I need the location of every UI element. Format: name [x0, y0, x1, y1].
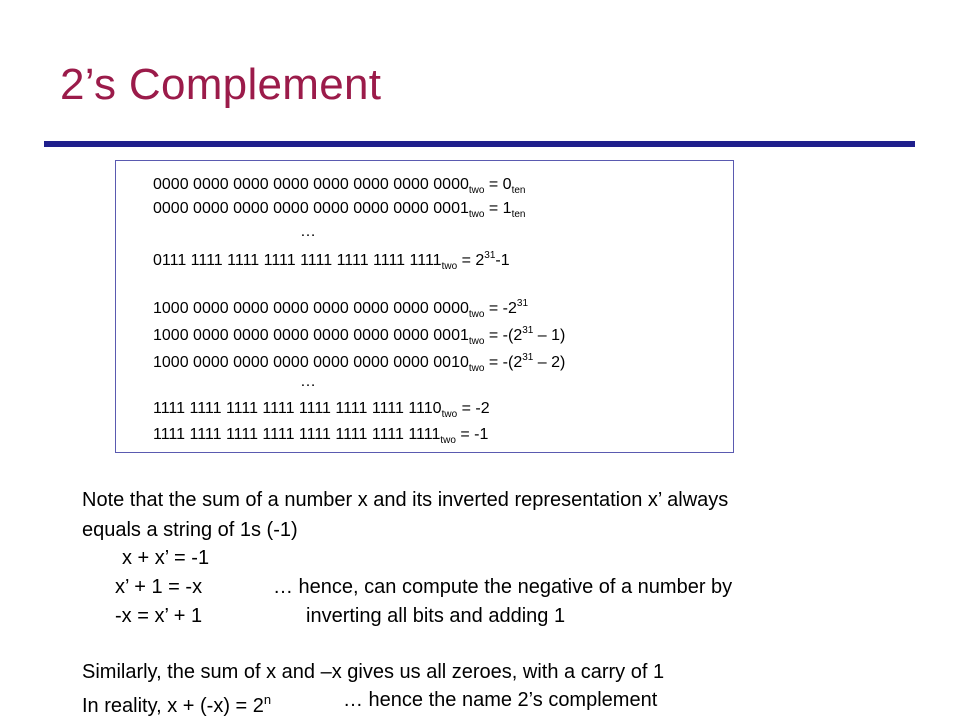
table-row: [153, 175, 525, 201]
equals: = 2: [457, 252, 485, 269]
note-line: … hence, can compute the negative of a number by: [273, 576, 733, 598]
bits: 1000 0000 0000 0000 0000 0000 0000 0010: [153, 354, 469, 371]
bits: 1111 1111 1111 1111 1111 1111 1111 1111: [153, 426, 441, 443]
equals: = -(2: [484, 354, 523, 371]
note-line: equals a string of 1s (-1): [82, 519, 298, 541]
note-line: … hence the name 2’s complement: [343, 689, 658, 711]
subscript: ten: [511, 209, 526, 220]
subscript: ten: [511, 185, 526, 196]
subscript: two: [468, 185, 485, 196]
table-row: [153, 246, 510, 277]
note-line: x + x’ = -1: [122, 547, 210, 569]
subscript: two: [468, 309, 485, 320]
subscript: two: [440, 435, 456, 446]
subscript: two: [441, 261, 458, 272]
bits: 1000 0000 0000 0000 0000 0000 0000 0000: [153, 300, 469, 317]
note-line: Similarly, the sum of x and –x gives us all zeroes, with a carry of 1: [82, 661, 665, 683]
subscript: two: [468, 336, 485, 347]
equals: = 0: [484, 176, 512, 193]
equals: = 1: [484, 200, 512, 217]
tail: -1: [495, 252, 510, 269]
subscript: two: [468, 363, 485, 374]
note-line: [82, 688, 271, 718]
bits: 1111 1111 1111 1111 1111 1111 1111 1110: [153, 400, 442, 417]
ellipsis: …: [300, 373, 316, 390]
slide-title: 2’s Complement: [60, 60, 382, 109]
bits: 0000 0000 0000 0000 0000 0000 0000 0000: [153, 176, 469, 193]
ellipsis: …: [300, 223, 316, 240]
title-divider: [44, 141, 915, 147]
note-line: x’ + 1 = -x: [115, 576, 203, 598]
equals: = -2: [457, 400, 490, 417]
table-row: [153, 348, 565, 379]
equals: = -2: [484, 300, 517, 317]
subscript: two: [468, 209, 485, 220]
equals: = -1: [455, 426, 489, 443]
superscript: 31: [522, 352, 534, 363]
note-line: -x = x’ + 1: [115, 605, 203, 627]
subscript: two: [441, 409, 458, 420]
bits: 1000 0000 0000 0000 0000 0000 0000 0001: [153, 327, 469, 344]
table-row: [153, 425, 488, 451]
equals: = -(2: [484, 327, 523, 344]
table-row: [153, 199, 525, 225]
note-line: Note that the sum of a number x and its inverted representation x’ always: [82, 489, 729, 511]
formula: In reality, x + (-x) = 2: [82, 695, 264, 717]
superscript: 31: [516, 298, 529, 309]
bits: 0000 0000 0000 0000 0000 0000 0000 0001: [153, 200, 469, 217]
bits: 0111 1111 1111 1111 1111 1111 1111 1111: [153, 252, 442, 269]
superscript: 31: [522, 325, 534, 336]
superscript: n: [263, 692, 272, 707]
tail: – 2): [533, 354, 566, 371]
note-line: inverting all bits and adding 1: [306, 605, 566, 627]
superscript: 31: [484, 250, 496, 261]
tail: – 1): [533, 327, 566, 344]
table-row: [153, 399, 490, 425]
